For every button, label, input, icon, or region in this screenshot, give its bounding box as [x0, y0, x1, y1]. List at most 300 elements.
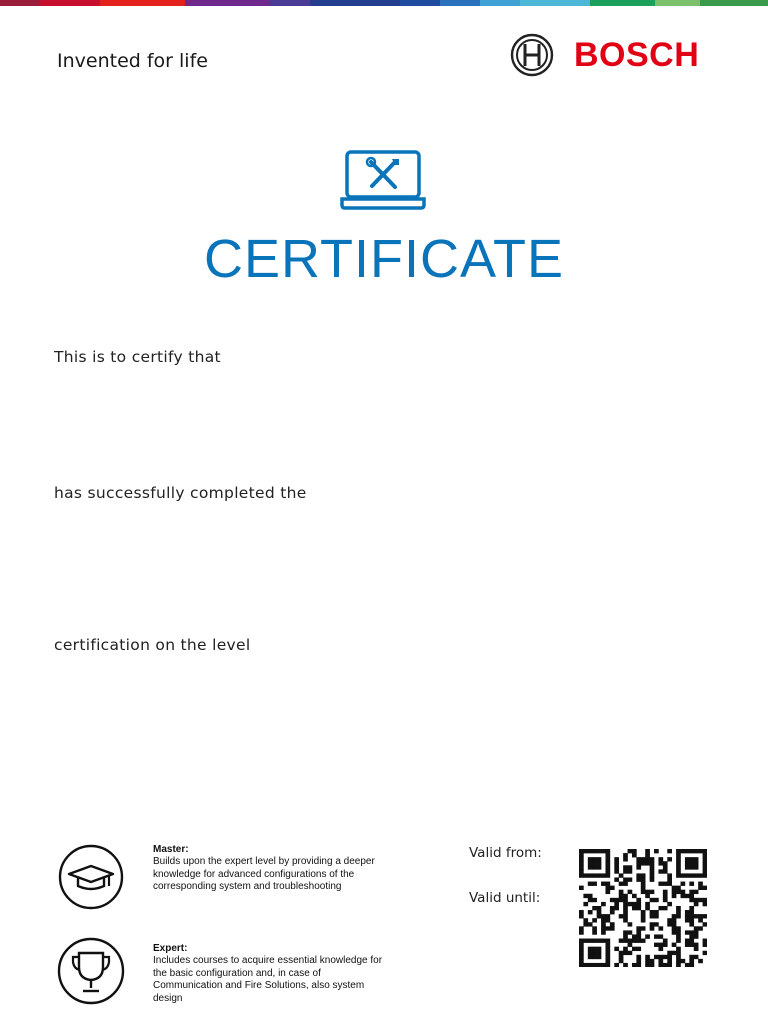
qr-module — [685, 914, 690, 918]
qr-module — [579, 849, 584, 853]
qr-module — [654, 849, 659, 853]
qr-module — [650, 873, 655, 877]
qr-module — [689, 943, 694, 947]
qr-module — [694, 955, 699, 959]
qr-module — [597, 873, 602, 877]
stripe-segment — [185, 0, 270, 6]
qr-module — [658, 882, 663, 886]
stripe-segment — [655, 0, 700, 6]
qr-module — [628, 922, 633, 926]
qr-module — [703, 898, 707, 902]
qr-module — [689, 934, 694, 938]
qr-module — [685, 861, 690, 865]
qr-module — [579, 857, 584, 861]
qr-module — [628, 890, 633, 894]
qr-module — [654, 910, 659, 914]
qr-module — [676, 865, 681, 869]
qr-module — [676, 886, 681, 890]
qr-module — [583, 902, 588, 906]
qr-module — [703, 849, 707, 853]
qr-module — [663, 955, 668, 959]
qr-module — [628, 849, 633, 853]
qr-module — [605, 955, 610, 959]
qr-module — [694, 873, 699, 877]
stripe-segment — [480, 0, 520, 6]
qr-module — [641, 918, 646, 922]
qr-module — [685, 943, 690, 947]
qr-module — [588, 939, 593, 943]
qr-module — [605, 926, 610, 930]
qr-module — [579, 955, 584, 959]
qr-module — [579, 951, 584, 955]
qr-module — [685, 849, 690, 853]
qr-module — [623, 939, 628, 943]
qr-module — [641, 939, 646, 943]
qr-module — [623, 951, 628, 955]
qr-module — [672, 943, 677, 947]
qr-module — [623, 894, 628, 898]
brand-name: BOSCH — [574, 35, 700, 74]
qr-module — [592, 906, 597, 910]
qr-module — [698, 873, 703, 877]
qr-code[interactable] — [579, 849, 707, 967]
qr-module — [588, 861, 593, 865]
tagline: Invented for life — [57, 50, 208, 72]
qr-module — [676, 849, 681, 853]
qr-module — [592, 865, 597, 869]
qr-module — [636, 955, 641, 959]
qr-module — [588, 857, 593, 861]
qr-module — [689, 959, 694, 963]
qr-module — [605, 943, 610, 947]
qr-module — [605, 886, 610, 890]
qr-module — [676, 857, 681, 861]
qr-module — [650, 890, 655, 894]
qr-module — [703, 902, 707, 906]
qr-module — [583, 918, 588, 922]
qr-module — [650, 914, 655, 918]
qr-module — [583, 894, 588, 898]
qr-module — [636, 873, 641, 877]
qr-module — [614, 877, 619, 881]
qr-module — [592, 955, 597, 959]
qr-module — [619, 959, 624, 963]
qr-module — [641, 877, 646, 881]
qr-module — [641, 882, 646, 886]
stripe-segment — [40, 0, 100, 6]
qr-module — [650, 869, 655, 873]
qr-module — [672, 886, 677, 890]
qr-module — [579, 939, 584, 943]
qr-module — [636, 930, 641, 934]
qr-module — [628, 865, 633, 869]
qr-module — [614, 947, 619, 951]
qr-module — [588, 955, 593, 959]
qr-module — [641, 910, 646, 914]
qr-module — [579, 910, 584, 914]
qr-module — [689, 865, 694, 869]
qr-module — [645, 963, 650, 967]
qr-module — [645, 902, 650, 906]
qr-module — [614, 898, 619, 902]
qr-module — [605, 857, 610, 861]
qr-module — [579, 865, 584, 869]
qr-module — [632, 906, 637, 910]
qr-module — [667, 882, 672, 886]
qr-module — [605, 873, 610, 877]
qr-module — [614, 906, 619, 910]
qr-module — [676, 934, 681, 938]
master-label: Master: — [153, 844, 189, 855]
qr-module — [592, 951, 597, 955]
qr-module — [645, 853, 650, 857]
qr-module — [636, 926, 641, 930]
stripe-segment — [520, 0, 590, 6]
qr-module — [597, 914, 602, 918]
qr-module — [636, 906, 641, 910]
qr-module — [597, 857, 602, 861]
qr-module — [650, 877, 655, 881]
qr-module — [632, 853, 637, 857]
qr-module — [605, 865, 610, 869]
qr-module — [619, 890, 624, 894]
qr-module — [610, 910, 615, 914]
qr-module — [610, 898, 615, 902]
qr-module — [636, 934, 641, 938]
qr-module — [676, 959, 681, 963]
qr-module — [667, 963, 672, 967]
qr-module — [592, 873, 597, 877]
qr-module — [619, 882, 624, 886]
qr-module — [605, 853, 610, 857]
qr-module — [650, 857, 655, 861]
qr-module — [636, 947, 641, 951]
qr-module — [654, 934, 659, 938]
qr-module — [641, 873, 646, 877]
qr-module — [672, 918, 677, 922]
qr-module — [667, 922, 672, 926]
color-stripe — [0, 0, 768, 6]
qr-module — [672, 890, 677, 894]
qr-module — [685, 865, 690, 869]
qr-module — [628, 877, 633, 881]
qr-module — [681, 882, 686, 886]
qr-module — [619, 951, 624, 955]
qr-module — [645, 849, 650, 853]
qr-module — [579, 853, 584, 857]
qr-module — [672, 894, 677, 898]
qr-module — [667, 857, 672, 861]
qr-module — [698, 926, 703, 930]
qr-module — [694, 865, 699, 869]
qr-module — [645, 959, 650, 963]
qr-module — [597, 939, 602, 943]
qr-module — [583, 963, 588, 967]
qr-module — [658, 943, 663, 947]
qr-module — [641, 914, 646, 918]
stripe-segment — [310, 0, 400, 6]
qr-module — [650, 959, 655, 963]
qr-module — [667, 951, 672, 955]
qr-module — [689, 963, 694, 967]
qr-module — [663, 963, 668, 967]
qr-module — [614, 857, 619, 861]
qr-module — [667, 959, 672, 963]
qr-module — [605, 939, 610, 943]
expert-label: Expert: — [153, 943, 188, 954]
qr-module — [658, 947, 663, 951]
qr-module — [592, 926, 597, 930]
qr-module — [703, 886, 707, 890]
qr-module — [689, 955, 694, 959]
qr-module — [694, 926, 699, 930]
qr-module — [610, 926, 615, 930]
qr-module — [579, 869, 584, 873]
qr-module — [685, 873, 690, 877]
qr-module — [636, 898, 641, 902]
qr-module — [663, 943, 668, 947]
qr-module — [579, 873, 584, 877]
qr-module — [623, 882, 628, 886]
qr-module — [623, 918, 628, 922]
qr-module — [658, 955, 663, 959]
stripe-segment — [0, 0, 40, 6]
qr-module — [685, 910, 690, 914]
qr-module — [636, 939, 641, 943]
qr-module — [623, 877, 628, 881]
qr-module — [672, 914, 677, 918]
qr-module — [650, 963, 655, 967]
qr-module — [605, 890, 610, 894]
qr-module — [676, 906, 681, 910]
qr-module — [628, 943, 633, 947]
qr-module — [632, 963, 637, 967]
qr-module — [658, 857, 663, 861]
qr-module — [663, 890, 668, 894]
qr-module — [676, 955, 681, 959]
qr-module — [601, 914, 606, 918]
qr-module — [619, 955, 624, 959]
qr-module — [601, 882, 606, 886]
qr-module — [694, 902, 699, 906]
qr-module — [623, 910, 628, 914]
qr-module — [685, 930, 690, 934]
qr-module — [685, 918, 690, 922]
qr-module — [654, 914, 659, 918]
qr-module — [592, 947, 597, 951]
qr-module — [689, 857, 694, 861]
qr-module — [605, 918, 610, 922]
qr-module — [685, 894, 690, 898]
qr-module — [601, 939, 606, 943]
qr-module — [672, 951, 677, 955]
certify-text: This is to certify that — [54, 348, 221, 366]
qr-module — [614, 865, 619, 869]
qr-module — [694, 849, 699, 853]
certificate-title: CERTIFICATE — [203, 229, 565, 289]
qr-module — [645, 955, 650, 959]
qr-module — [703, 857, 707, 861]
qr-module — [592, 861, 597, 865]
qr-module — [579, 959, 584, 963]
qr-module — [685, 963, 690, 967]
qr-module — [583, 922, 588, 926]
qr-module — [579, 926, 584, 930]
qr-module — [676, 963, 681, 967]
qr-module — [592, 963, 597, 967]
qr-module — [703, 861, 707, 865]
qr-module — [641, 857, 646, 861]
qr-module — [619, 914, 624, 918]
qr-module — [632, 939, 637, 943]
valid-from-label: Valid from: — [469, 845, 542, 861]
qr-module — [689, 930, 694, 934]
qr-module — [658, 963, 663, 967]
qr-module — [597, 947, 602, 951]
qr-module — [650, 861, 655, 865]
qr-module — [636, 857, 641, 861]
qr-module — [628, 902, 633, 906]
qr-module — [605, 951, 610, 955]
qr-module — [605, 882, 610, 886]
qr-module — [689, 918, 694, 922]
qr-module — [658, 906, 663, 910]
qr-module — [663, 861, 668, 865]
qr-module — [645, 861, 650, 865]
qr-module — [628, 939, 633, 943]
qr-module — [654, 922, 659, 926]
qr-module — [667, 877, 672, 881]
stripe-segment — [700, 0, 768, 6]
qr-module — [703, 914, 707, 918]
qr-module — [645, 890, 650, 894]
qr-module — [676, 853, 681, 857]
qr-module — [588, 963, 593, 967]
qr-module — [623, 906, 628, 910]
qr-module — [703, 939, 707, 943]
qr-module — [579, 886, 584, 890]
qr-module — [628, 951, 633, 955]
qr-module — [623, 930, 628, 934]
stripe-segment — [100, 0, 185, 6]
qr-module — [694, 943, 699, 947]
qr-module — [632, 902, 637, 906]
qr-module — [623, 869, 628, 873]
qr-module — [676, 914, 681, 918]
qr-module — [698, 898, 703, 902]
qr-module — [663, 898, 668, 902]
completed-text: has successfully completed the — [54, 484, 307, 502]
qr-module — [636, 877, 641, 881]
qr-module — [641, 926, 646, 930]
qr-module — [703, 943, 707, 947]
qr-module — [592, 930, 597, 934]
qr-module — [597, 955, 602, 959]
qr-module — [681, 959, 686, 963]
qr-module — [628, 869, 633, 873]
qr-module — [623, 947, 628, 951]
qr-module — [592, 857, 597, 861]
qr-module — [583, 873, 588, 877]
qr-module — [619, 939, 624, 943]
qr-module — [588, 947, 593, 951]
qr-module — [650, 865, 655, 869]
qr-module — [610, 886, 615, 890]
qr-module — [676, 939, 681, 943]
qr-module — [632, 894, 637, 898]
qr-module — [667, 955, 672, 959]
qr-module — [636, 959, 641, 963]
qr-module — [698, 882, 703, 886]
qr-module — [672, 930, 677, 934]
qr-module — [579, 930, 584, 934]
qr-module — [681, 890, 686, 894]
qr-module — [645, 894, 650, 898]
qr-module — [601, 873, 606, 877]
qr-module — [658, 959, 663, 963]
qr-module — [676, 910, 681, 914]
qr-module — [650, 898, 655, 902]
qr-module — [614, 861, 619, 865]
qr-module — [650, 922, 655, 926]
qr-module — [689, 914, 694, 918]
qr-module — [597, 865, 602, 869]
qr-module — [592, 882, 597, 886]
qr-module — [588, 910, 593, 914]
qr-module — [641, 886, 646, 890]
qr-module — [667, 902, 672, 906]
qr-module — [650, 910, 655, 914]
qr-module — [689, 939, 694, 943]
qr-module — [658, 934, 663, 938]
qr-module — [623, 853, 628, 857]
stripe-segment — [270, 0, 310, 6]
qr-module — [610, 906, 615, 910]
qr-module — [703, 865, 707, 869]
qr-module — [663, 894, 668, 898]
qr-module — [579, 914, 584, 918]
bosch-armature-icon — [510, 33, 554, 77]
qr-module — [583, 939, 588, 943]
qr-module — [694, 857, 699, 861]
qr-module — [694, 861, 699, 865]
qr-module — [597, 951, 602, 955]
qr-module — [685, 939, 690, 943]
qr-module — [597, 849, 602, 853]
qr-module — [623, 934, 628, 938]
qr-module — [579, 963, 584, 967]
qr-module — [694, 898, 699, 902]
level-text: certification on the level — [54, 636, 251, 654]
qr-module — [628, 930, 633, 934]
qr-module — [676, 930, 681, 934]
qr-module — [663, 882, 668, 886]
qr-module — [667, 873, 672, 877]
valid-until-label: Valid until: — [469, 890, 541, 906]
qr-module — [689, 882, 694, 886]
qr-module — [623, 898, 628, 902]
qr-module — [703, 922, 707, 926]
qr-module — [689, 861, 694, 865]
qr-module — [592, 939, 597, 943]
qr-module — [689, 890, 694, 894]
qr-module — [588, 865, 593, 869]
qr-module — [592, 918, 597, 922]
qr-module — [685, 857, 690, 861]
qr-module — [619, 898, 624, 902]
qr-module — [698, 918, 703, 922]
qr-module — [601, 922, 606, 926]
